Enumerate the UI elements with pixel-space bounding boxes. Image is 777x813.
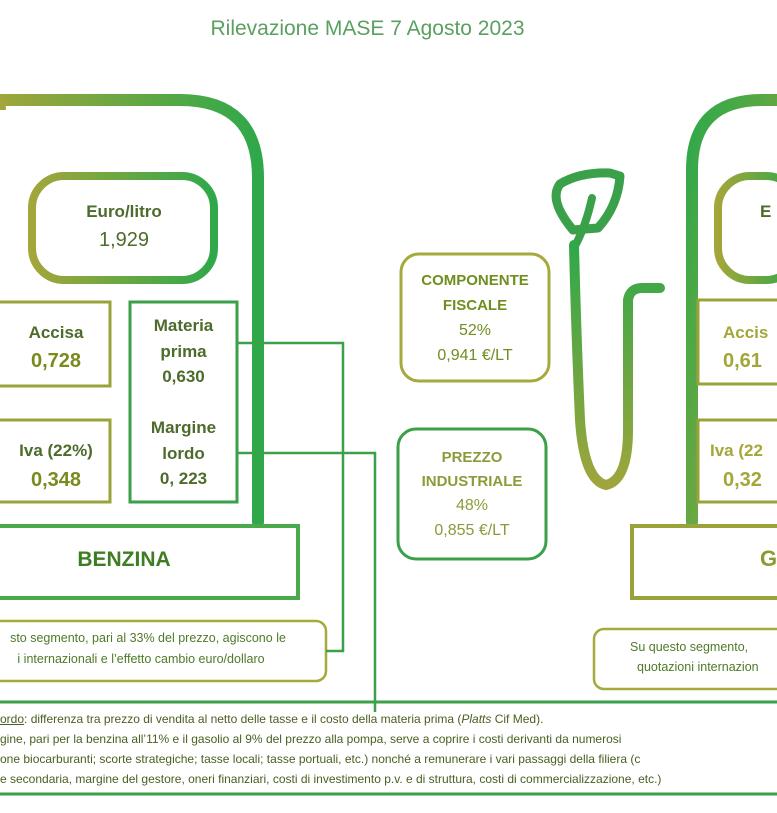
benzina-segment-line-1: sto segmento, pari al 33% del prezzo, agiscono le — [10, 631, 286, 645]
componente-fiscale-line-1: COMPONENTE — [421, 272, 529, 289]
benzina-name: BENZINA — [77, 548, 171, 571]
notes-line-1-text: : differenza tra prezzo di vendita al netto delle tasse e il costo della materia prima ( — [24, 712, 462, 726]
prezzo-industriale-line-2: INDUSTRIALE — [421, 473, 523, 490]
materia-prima-label-1: Materia — [153, 316, 214, 335]
prezzo-industriale-pct: 48% — [455, 497, 489, 514]
notes-line-4: e secondaria, margine del gestore, oneri finanziari, costi di investimento p.v. e di struttura, costi di commercializzazione, etc.) — [0, 772, 662, 786]
notes-platts: Platts — [461, 712, 492, 726]
gasolio-segment-line-1: Su questo segmento, — [630, 640, 749, 654]
componente-fiscale-line-2: FISCALE — [442, 297, 508, 314]
gasolio-price-label: E — [760, 202, 772, 221]
notes-box — [0, 709, 768, 789]
benzina-accisa-label: Accisa — [28, 323, 84, 342]
componente-fiscale-value: 0,941 €/LT — [437, 347, 513, 364]
gasolio-iva-value: 0,32 — [723, 469, 762, 491]
notes-line-1 — [0, 709, 768, 729]
margine-lordo-label-1: Margine — [150, 418, 217, 437]
componente-fiscale-pct: 52% — [458, 322, 492, 339]
benzina-iva-value: 0,348 — [30, 469, 82, 491]
gasolio-name: G — [760, 546, 777, 571]
fuel-nozzle-icon — [556, 173, 660, 485]
notes-term: ordo — [0, 712, 25, 726]
notes-line-2: gine, pari per la benzina all’11% e il gasolio al 9% del prezzo alla pompa, serve a coprire i costi derivanti da numerosi — [0, 732, 622, 746]
benzina-price-value: 1,929 — [98, 229, 150, 251]
benzina-segment-line-2: i internazionali e l’effetto cambio euro/dollaro — [17, 652, 265, 666]
notes-line-1-tail: Cif Med). — [491, 712, 544, 726]
gasolio-accisa-value: 0,61 — [723, 350, 762, 372]
page-title: Rilevazione MASE 7 Agosto 2023 — [210, 17, 525, 40]
margine-lordo-value: 0, 223 — [159, 469, 208, 488]
gasolio-iva-label: Iva (22 — [710, 441, 763, 460]
materia-prima-value: 0,630 — [162, 367, 205, 386]
gasolio-segment-line-2: quotazioni internazion — [637, 660, 759, 674]
materia-prima-label-2: prima — [160, 342, 207, 361]
notes-line-3: one biocarburanti; scorte strategiche; tasse locali; tasse portuali, etc.) nonché a remunerare i vari passaggi della filiera (c — [0, 752, 641, 766]
prezzo-industriale-line-1: PREZZO — [441, 449, 503, 466]
benzina-accisa-value: 0,728 — [30, 350, 82, 372]
gasolio-accisa-label: Accis — [723, 323, 769, 342]
benzina-price-label: Euro/litro — [86, 202, 162, 221]
prezzo-industriale-value: 0,855 €/LT — [434, 522, 510, 539]
margine-lordo-label-2: lordo — [162, 444, 205, 463]
benzina-iva-label: Iva (22%) — [19, 441, 93, 460]
